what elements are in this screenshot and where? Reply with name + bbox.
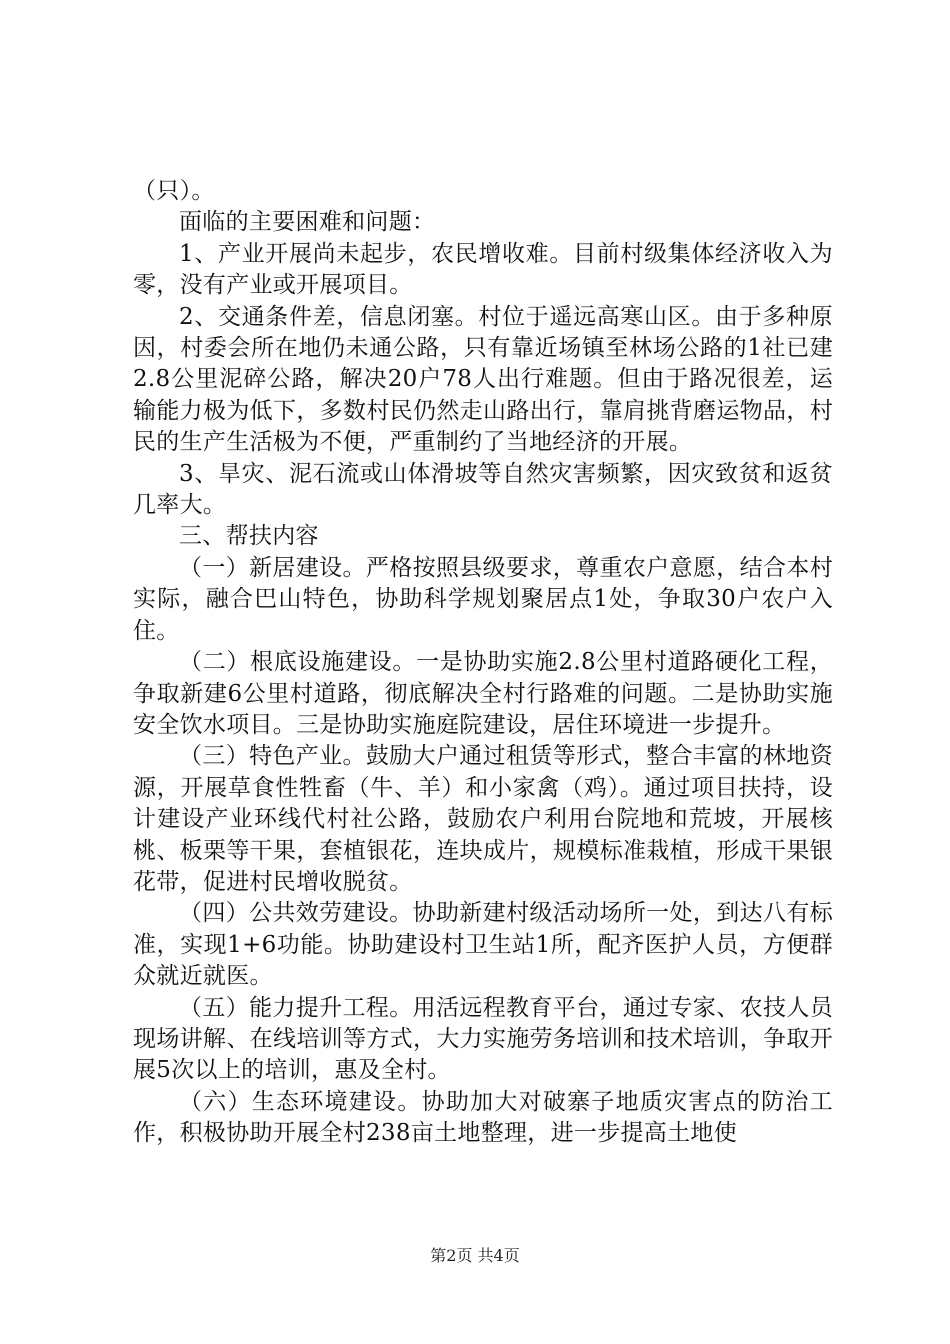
document-body xyxy=(133,176,833,1150)
paragraph-support-3: （三）特色产业。鼓励大户通过租赁等形式，整合丰富的林地资源，开展草食性牲畜（牛、羊）和小家禽（鸡）。通过项目扶持，设计建设产业环线代村社公路，鼓励农户利用台院地和荒坡，开展核桃、板栗等干果，套植银花，连块成片，规模标准栽植，形成干果银花带，促进村民增收脱贫。 xyxy=(133,743,833,895)
paragraph-continuation: （只）。 xyxy=(133,178,215,204)
paragraph-support-2: （二）根底设施建设。一是协助实施2.8公里村道路硬化工程，争取新建6公里村道路，彻底解决全村行路难的问题。二是协助实施安全饮水项目。三是协助实施庭院建设，居住环境进一步提升。 xyxy=(133,649,833,738)
section-heading-support-content: 三、帮扶内容 xyxy=(179,523,319,550)
paragraph-support-1: （一）新居建设。严格按照县级要求，尊重农户意愿，结合本村实际，融合巴山特色，协助科学规划聚居点1处，争取30户农户入住。 xyxy=(133,554,833,644)
page-footer xyxy=(0,1243,950,1266)
paragraph-difficulty-3: 3、旱灾、泥石流或山体滑坡等自然灾害频繁，因灾致贫和返贫几率大。 xyxy=(133,460,833,519)
paragraph-difficulty-1: 1、产业开展尚未起步，农民增收难。目前村级集体经济收入为零，没有产业或开展项目。 xyxy=(133,240,833,299)
paragraph-difficulties-heading: 面临的主要困难和问题： xyxy=(179,209,436,236)
paragraph-support-6: （六）生态环境建设。协助加大对破寨子地质灾害点的防治工作，积极协助开展全村238亩土地整理，进一步提高土地使 xyxy=(133,1088,833,1147)
paragraph-support-4: （四）公共效劳建设。协助新建村级活动场所一处，到达八有标准，实现1+6功能。协助建设村卫生站1所，配齐医护人员，方便群众就近就医。 xyxy=(133,900,833,990)
page-number-label: 第2页 共4页 xyxy=(430,1246,520,1265)
paragraph-difficulty-2: 2、交通条件差，信息闭塞。村位于遥远高寒山区。由于多种原因，村委会所在地仍未通公路，只有靠近场镇至林场公路的1社已建2.8公里泥碎公路，解决20户78人出行难题。但由于路况很差，运输能力极为低下，多数村民仍然走山路出行，靠肩挑背磨运物品，村民的生产生活极为不便，严重制约了当地经济的开展。 xyxy=(133,303,833,456)
paragraph-support-5: （五）能力提升工程。用活远程教育平台，通过专家、农技人员现场讲解、在线培训等方式，大力实施劳务培训和技术培训，争取开展5次以上的培训，惠及全村。 xyxy=(133,994,833,1084)
